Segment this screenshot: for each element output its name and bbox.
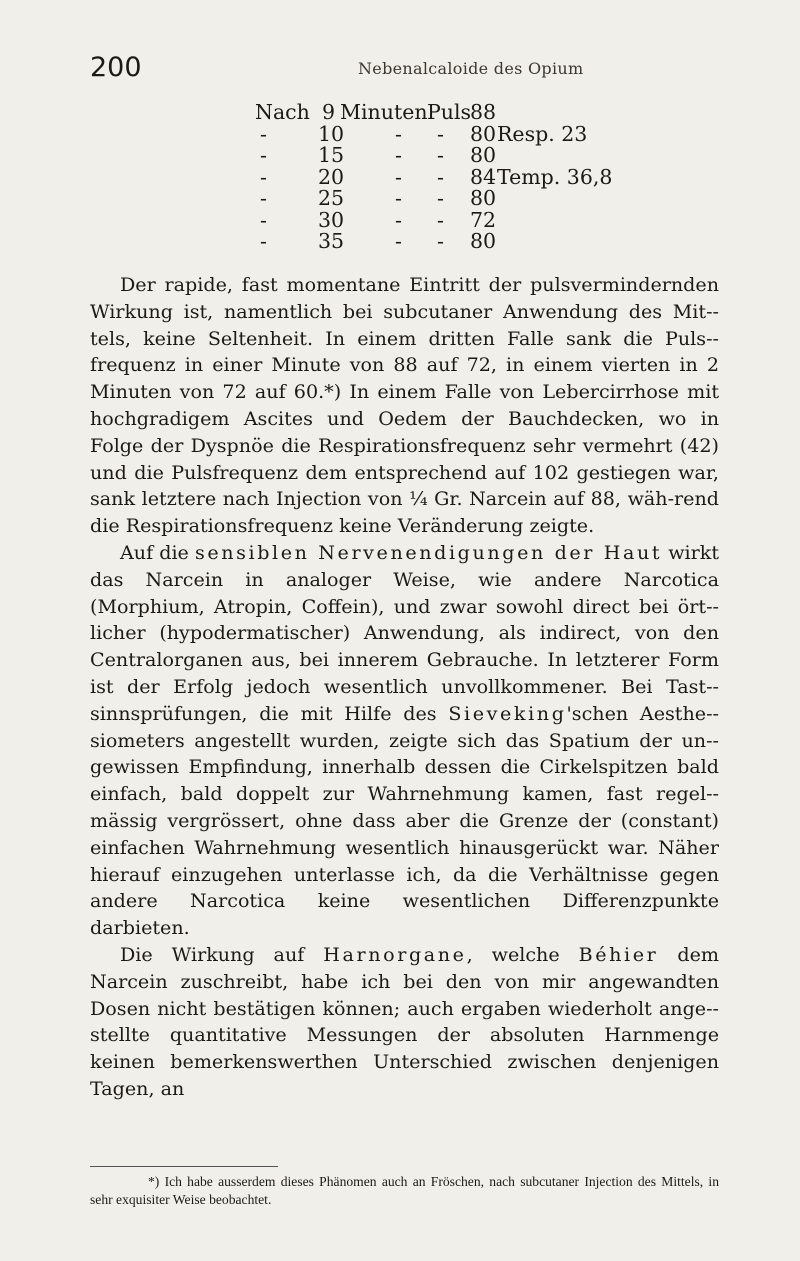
body-text <box>90 272 719 1103</box>
row-value: 80 <box>470 229 497 253</box>
row-prefix: - <box>260 207 267 232</box>
running-head: Nebenalcaloide des Opium <box>358 59 584 78</box>
row-ditto-2: - <box>437 186 444 210</box>
row-unit: Minuten <box>340 100 428 124</box>
row-prefix: Nach <box>255 100 310 124</box>
paragraph-text: 'schen Aesthe-siometers angestellt wurden, zeigte sich das Spatium der un-gewissen Empfindung, innerhalb dessen die Cirkelspitzen bald einfach, bald doppelt zur Wahrnehmung kamen, fast regel-mässig vergrössert, ohne dass aber die Grenze der (constant) einfachen Wahrnehmung wesentlich hinausgerückt war. Näher hierauf einzugehen unterlasse ich, da die Verhältnisse gegen andere Narcotica keine wesentlichen Differenzpunkte darbieten. <box>90 701 719 940</box>
row-prefix: - <box>260 186 267 210</box>
paragraph <box>90 540 719 942</box>
row-minutes: 15 <box>318 143 345 167</box>
row-minutes: 25 <box>318 186 345 210</box>
footnote-rule <box>90 1166 278 1167</box>
row-ditto-2: - <box>437 229 444 253</box>
row-minutes: 10 <box>318 121 345 146</box>
row-ditto-1: - <box>395 186 402 210</box>
paragraph-text: wirkt das Narcein in analoger Weise, wie andere Narcotica (Morphium, Atropin, Coffein), und zwar sowohl direct bei ört-licher (hypodermatischer) Anwendung, als indirect, von den Centralorganen aus, bei innerem Gebrauche. In letzterer Form ist der Erfolg jedoch wesentlich unvollkommener. Bei Tast-sinnsprüfungen, die mit Hilfe des <box>90 540 720 725</box>
row-ditto-2: - <box>437 207 444 232</box>
row-value: 72 <box>470 207 497 232</box>
paragraph-text: Auf die <box>120 540 195 564</box>
row-ditto-2: - <box>437 143 444 167</box>
row-minutes: 9 <box>322 100 336 124</box>
row-ditto-1: - <box>395 143 402 167</box>
row-extra: Resp. 23 <box>497 121 588 146</box>
row-value: 88 <box>470 100 497 124</box>
footnote: *) Ich habe ausserdem dieses Phänomen auch an Fröschen, nach subcutaner Injection des Mittels, in sehr exquisiter Weise beobachtet. <box>90 1174 719 1207</box>
spaced-emphasis: Harnorgane <box>323 942 467 966</box>
row-ditto-2: - <box>437 121 444 146</box>
row-label: Puls <box>427 100 472 124</box>
row-minutes: 30 <box>318 207 345 232</box>
row-value: 84 <box>470 164 497 189</box>
row-prefix: - <box>260 229 267 253</box>
row-prefix: - <box>260 164 267 189</box>
paragraph-text: , welche <box>466 942 579 966</box>
paragraph: Der rapide, fast momentane Eintritt der pulsvermindernden Wirkung ist, namentlich bei subcutaner Anwendung des Mit-tels, keine Seltenheit. In einem dritten Falle sank die Puls-frequenz in einer Minute von 88 auf 72, in einem vierten in 2 Minuten von 72 auf 60.*) In einem Falle von Lebercirrhose mit hochgradigem Ascites und Oedem der Bauchdecken, wo in Folge der Dyspnöe die Respirationsfrequenz sehr vermehrt (42) und die Pulsfrequenz dem entsprechend auf 102 gestiegen war, sank letztere nach Injection von ¼ Gr. Narcein auf 88, wäh-rend die Respirationsfrequenz keine Veränderung zeigte. <box>90 273 719 538</box>
spaced-emphasis: sensiblen Nervenendigungen der Haut <box>194 540 663 564</box>
row-prefix: - <box>260 143 267 167</box>
row-extra: Temp. 36,8 <box>497 164 613 189</box>
paragraph-text: dem Narcein zuschreibt, habe ich bei den von mir angewandten Dosen nicht bestätigen können; auch ergaben wiederholt ange-stellte quantitative Messungen der absoluten Harnmenge keinen bemerkenswerthen Unterschied zwischen denjenigen Tagen, an <box>90 942 719 1100</box>
row-value: 80 <box>470 121 497 146</box>
paragraph <box>90 942 719 1103</box>
row-value: 80 <box>470 186 497 210</box>
row-minutes: 20 <box>318 164 345 189</box>
row-ditto-1: - <box>395 207 402 232</box>
row-ditto-1: - <box>395 164 402 189</box>
row-minutes: 35 <box>318 229 345 253</box>
page-header <box>90 52 760 82</box>
row-ditto-1: - <box>395 121 402 146</box>
spaced-emphasis: Sieveking <box>448 701 567 725</box>
row-prefix: - <box>260 121 267 146</box>
spaced-emphasis: Béhier <box>578 942 659 966</box>
row-ditto-2: - <box>437 164 444 189</box>
page-number: 200 <box>90 52 142 83</box>
paragraph-text: Die Wirkung auf <box>120 942 324 966</box>
row-value: 80 <box>470 143 497 167</box>
row-ditto-1: - <box>395 229 402 253</box>
